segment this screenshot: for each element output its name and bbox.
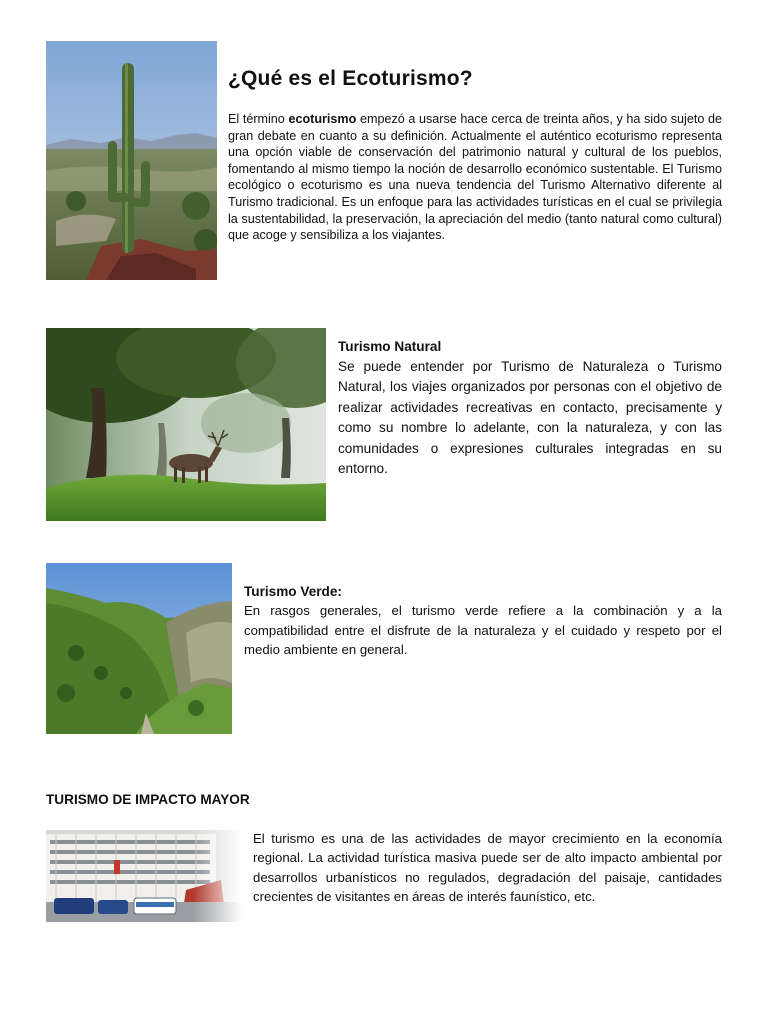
turismo-verde-heading: Turismo Verde: bbox=[244, 584, 342, 599]
turismo-verde-block bbox=[244, 583, 722, 660]
page-title: ¿Qué es el Ecoturismo? bbox=[228, 67, 473, 90]
turismo-natural-text: Se puede entender por Turismo de Naturaleza o Turismo Natural, los viajes organizados por personas con el objetivo de realizar actividades recreativas en contacto, precisamente y como su nombre lo adelante, con la naturaleza, y con las comunidades o expresiones culturales integradas en su entorno. bbox=[338, 359, 722, 477]
turismo-verde-text: En rasgos generales, el turismo verde refiere a la combinación y a la compatibilidad entre el disfrute de la naturaleza y el cuidado y respeto por el medio ambiente en general. bbox=[244, 603, 722, 658]
green-valley-photo bbox=[46, 563, 232, 734]
turismo-natural-block bbox=[338, 337, 722, 479]
turismo-impacto-heading: TURISMO DE IMPACTO MAYOR bbox=[46, 792, 250, 807]
intro-text-rest: empezó a usarse hace cerca de treinta años, y ha sido sujeto de gran debate en cuanto a su definición. Actualmente el auténtico ecoturismo representa una opción viable de conservación del patrimonio natural y cultural de los pueblos, fomentando al mismo tiempo la noción de desarrollo económico sustentable. El Turismo ecológico o ecoturismo es una nueva tendencia del Turismo Alternativo diferente al Turismo tradicional. Es un enfoque para las actividades turísticas en el cual se privilegia la sustentabilidad, la preservación, la apreciación del medio (tanto natural como cultural) que acoge y sensibiliza a los viajantes. bbox=[228, 112, 722, 243]
intro-text-start: El término bbox=[228, 112, 289, 126]
deer-forest-photo bbox=[46, 328, 326, 521]
ecoturismo-keyword: ecoturismo bbox=[288, 112, 357, 126]
intro-paragraph bbox=[228, 111, 722, 244]
cactus-desert-photo bbox=[46, 41, 217, 280]
turismo-natural-heading: Turismo Natural bbox=[338, 339, 442, 354]
turismo-impacto-text: El turismo es una de las actividades de mayor crecimiento en la economía regional. La actividad turística masiva puede ser de alto impacto ambiental por desarrollos urbanísticos no regulados, degradación del paisaje, cantidades crecientes de visitantes en áreas de interés faunístico, etc. bbox=[253, 831, 722, 904]
cruise-ship-photo bbox=[46, 830, 242, 922]
